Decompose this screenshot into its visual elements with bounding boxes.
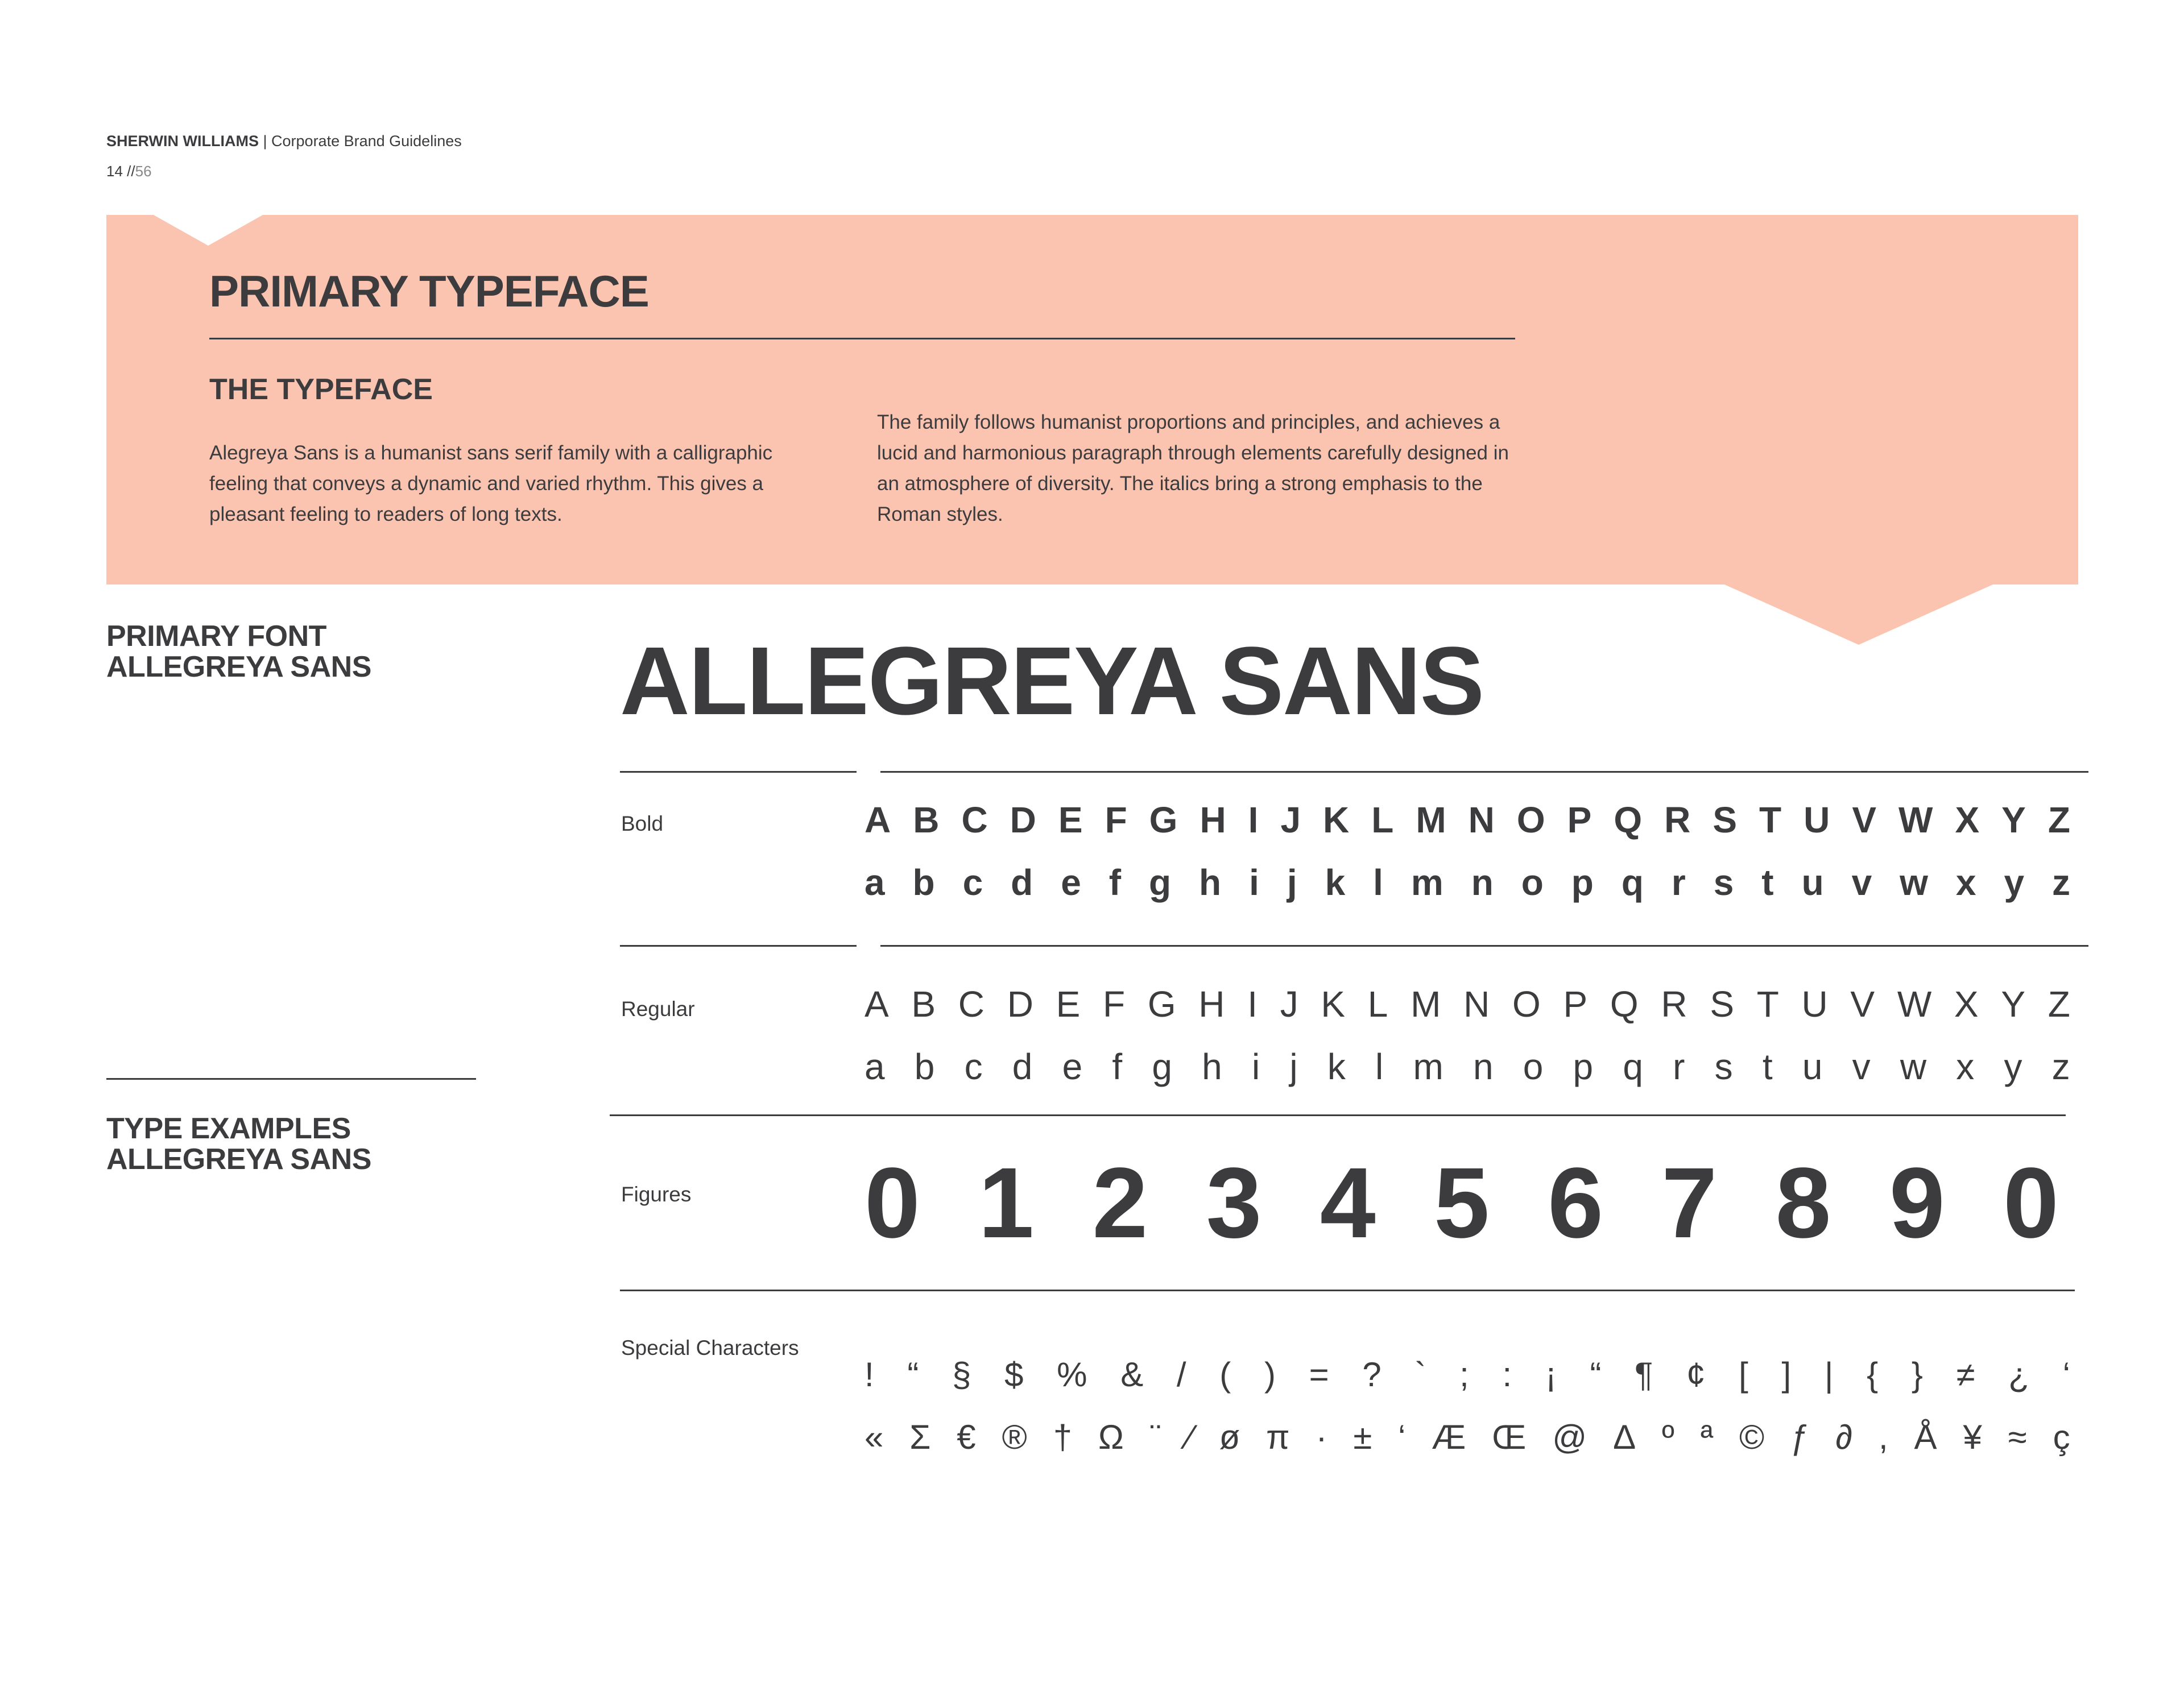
glyph: ? [1362, 1356, 1381, 1394]
regular-label: Regular [621, 997, 695, 1021]
glyph: & [1120, 1356, 1144, 1394]
glyph: L [1371, 799, 1394, 840]
glyph: E [1056, 984, 1081, 1025]
glyph: F [1105, 799, 1127, 840]
glyph: O [1516, 799, 1545, 840]
glyph: C [958, 984, 985, 1025]
glyph: 9 [1889, 1147, 1945, 1259]
glyph: k [1325, 862, 1346, 903]
glyph: ¥ [1963, 1418, 1982, 1456]
section-title: PRIMARY TYPEFACE [209, 266, 649, 316]
glyph: q [1623, 1046, 1643, 1087]
type-examples-line-2: ALLEGREYA SANS [106, 1143, 371, 1176]
primary-font-heading [106, 621, 371, 682]
glyph: / [1176, 1356, 1186, 1394]
glyph: Å [1914, 1418, 1937, 1456]
glyph: T [1759, 799, 1782, 840]
glyph: X [1954, 984, 1979, 1025]
glyph: $ [1004, 1356, 1024, 1394]
glyph: ç [2053, 1418, 2070, 1456]
primary-font-line-1: PRIMARY FONT [106, 620, 326, 653]
glyph: m [1410, 862, 1443, 903]
glyph: N [1468, 799, 1495, 840]
glyph: r [1671, 862, 1686, 903]
glyph: ¡ [1545, 1356, 1557, 1394]
glyph: p [1571, 862, 1594, 903]
intro-paragraph-2: The family follows humanist proportions and principles, and achieves a lucid and harmonious paragraph through elements carefully designed in an atmosphere of diversity. The italics bring a strong emphasis to the Roman styles. [877, 411, 1509, 525]
glyph: : [1502, 1356, 1512, 1394]
glyph: W [1897, 984, 1932, 1025]
glyph: Ω [1098, 1418, 1124, 1456]
glyph: 5 [1434, 1147, 1490, 1259]
glyph: z [2051, 862, 2070, 903]
glyph: @ [1552, 1418, 1587, 1456]
glyph: n [1472, 1046, 1494, 1087]
glyph: = [1309, 1356, 1329, 1394]
glyph: } [1911, 1356, 1923, 1394]
brand-name: SHERWIN WILLIAMS [106, 132, 259, 150]
special-characters-label: Special Characters [621, 1336, 799, 1359]
glyph: , [1878, 1418, 1888, 1456]
glyph: K [1321, 984, 1346, 1025]
glyph: G [1149, 799, 1178, 840]
glyph: Σ [909, 1418, 931, 1456]
glyph: ` [1414, 1356, 1426, 1394]
glyph: W [1898, 799, 1933, 840]
glyph: M [1416, 799, 1446, 840]
glyph: t [1762, 1046, 1773, 1087]
glyph: u [1802, 1046, 1823, 1087]
glyph: ≈ [2008, 1418, 2027, 1456]
glyph: 0 [864, 1147, 920, 1259]
page-current: 14 [106, 163, 123, 180]
figures-label: Figures [621, 1183, 692, 1206]
intro-panel-background [0, 0, 2184, 660]
bold-lowercase-row [864, 860, 2070, 905]
figures-rule [610, 1114, 2066, 1116]
bold-label: Bold [621, 812, 664, 835]
glyph: x [1955, 862, 1976, 903]
glyph: ¢ [1686, 1356, 1706, 1394]
glyph: H [1199, 799, 1226, 840]
glyph: c [962, 862, 983, 903]
glyph: k [1327, 1046, 1346, 1087]
glyph: 2 [1092, 1147, 1148, 1259]
glyph: a [864, 1046, 885, 1087]
glyph: [ [1739, 1356, 1748, 1394]
page-separator: // [127, 163, 135, 180]
glyph: e [1062, 1046, 1083, 1087]
type-examples-heading [106, 1113, 371, 1175]
glyph: s [1713, 862, 1734, 903]
glyph: E [1058, 799, 1083, 840]
glyph: d [1011, 862, 1033, 903]
glyph: Z [2048, 984, 2070, 1025]
font-name-display: ALLEGREYA SANS [620, 627, 1484, 735]
glyph: U [1804, 799, 1830, 840]
glyph: % [1057, 1356, 1087, 1394]
glyph: { [1867, 1356, 1879, 1394]
glyph: a [864, 862, 885, 903]
glyph: T [1756, 984, 1779, 1025]
glyph: 4 [1320, 1147, 1376, 1259]
glyph: V [1850, 984, 1875, 1025]
glyph: Z [2048, 799, 2070, 840]
glyph: y [2004, 1046, 2022, 1087]
glyph: o [1521, 862, 1544, 903]
glyph: ¶ [1635, 1356, 1653, 1394]
glyph: 8 [1775, 1147, 1831, 1259]
glyph: m [1413, 1046, 1443, 1087]
glyph: c [964, 1046, 983, 1087]
glyph: ) [1264, 1356, 1276, 1394]
glyph: ‘ [1398, 1418, 1406, 1456]
glyph: z [2051, 1046, 2070, 1087]
glyph: “ [907, 1356, 919, 1394]
bold-glyph-rule [880, 771, 2088, 773]
type-examples-line-1: TYPE EXAMPLES [106, 1112, 351, 1145]
glyph: ¿ [2008, 1356, 2029, 1394]
glyph: ; [1459, 1356, 1469, 1394]
section-subtitle: THE TYPEFACE [209, 373, 433, 406]
glyph: Q [1614, 799, 1643, 840]
document-subtitle: Corporate Brand Guidelines [271, 132, 462, 150]
glyph: 3 [1206, 1147, 1262, 1259]
glyph: ± [1353, 1418, 1372, 1456]
page-total: 56 [135, 163, 152, 180]
glyph: R [1664, 799, 1691, 840]
glyph: Q [1610, 984, 1639, 1025]
glyph: B [911, 984, 936, 1025]
regular-label-rule [620, 945, 857, 947]
glyph: ¨ [1149, 1418, 1161, 1456]
sidebar-divider [106, 1078, 476, 1080]
glyph: t [1761, 862, 1774, 903]
glyph: ‘ [2062, 1356, 2070, 1394]
glyph: 1 [978, 1147, 1035, 1259]
glyph: V [1852, 799, 1877, 840]
glyph: § [952, 1356, 971, 1394]
header-separator: | [263, 132, 267, 150]
glyph: u [1801, 862, 1824, 903]
glyph: I [1248, 799, 1259, 840]
glyph: © [1739, 1418, 1765, 1456]
glyph: D [1007, 984, 1033, 1025]
glyph: π [1266, 1418, 1290, 1456]
glyph: P [1563, 984, 1588, 1025]
glyph: n [1471, 862, 1494, 903]
glyph: · [1316, 1418, 1327, 1456]
glyph: v [1851, 862, 1872, 903]
glyph: h [1202, 1046, 1222, 1087]
glyph: h [1199, 862, 1222, 903]
glyph: ] [1781, 1356, 1792, 1394]
glyph: p [1573, 1046, 1594, 1087]
glyph: F [1103, 984, 1126, 1025]
figures-row [864, 1146, 2059, 1260]
glyph: ƒ [1790, 1418, 1810, 1456]
glyph: ª [1700, 1418, 1714, 1456]
glyph: f [1108, 862, 1122, 903]
glyph: v [1852, 1046, 1871, 1087]
glyph: 6 [1548, 1147, 1604, 1259]
section-title-divider [209, 338, 1515, 339]
glyph: f [1112, 1046, 1123, 1087]
glyph: “ [1590, 1356, 1602, 1394]
special-characters-row-1 [864, 1352, 2070, 1398]
bold-uppercase-row [864, 797, 2070, 843]
glyph: X [1955, 799, 1980, 840]
glyph: H [1198, 984, 1225, 1025]
glyph: R [1661, 984, 1687, 1025]
glyph: P [1567, 799, 1592, 840]
glyph: B [913, 799, 940, 840]
regular-uppercase-row [864, 981, 2070, 1027]
glyph: J [1280, 984, 1298, 1025]
glyph: I [1247, 984, 1258, 1025]
glyph: C [961, 799, 988, 840]
glyph: y [2004, 862, 2025, 903]
glyph: w [1900, 862, 1928, 903]
glyph: A [864, 984, 889, 1025]
glyph: o [1523, 1046, 1544, 1087]
regular-glyph-rule [880, 945, 2088, 947]
glyph: l [1373, 862, 1383, 903]
glyph: ® [1002, 1418, 1027, 1456]
special-rule [620, 1290, 2075, 1291]
glyph: ø [1219, 1418, 1240, 1456]
glyph: i [1249, 862, 1259, 903]
glyph: g [1152, 1046, 1172, 1087]
glyph: i [1251, 1046, 1260, 1087]
glyph: 0 [2003, 1147, 2059, 1259]
glyph: N [1463, 984, 1490, 1025]
intro-paragraph-1: Alegreya Sans is a humanist sans serif family with a calligraphic feeling that conveys a dynamic and varied rhythm. This gives a pleasant feeling to readers of long texts. [209, 442, 773, 525]
regular-lowercase-row [864, 1044, 2070, 1089]
glyph: s [1714, 1046, 1733, 1087]
glyph: q [1621, 862, 1644, 903]
glyph: K [1323, 799, 1350, 840]
glyph: º [1662, 1418, 1674, 1456]
glyph: d [1012, 1046, 1033, 1087]
glyph: j [1289, 1046, 1298, 1087]
glyph: w [1900, 1046, 1927, 1087]
glyph: « [864, 1418, 884, 1456]
glyph: Æ [1432, 1418, 1466, 1456]
glyph: S [1710, 984, 1734, 1025]
glyph: ≠ [1956, 1356, 1975, 1394]
glyph: x [1956, 1046, 1975, 1087]
glyph: j [1287, 862, 1297, 903]
glyph: O [1512, 984, 1541, 1025]
glyph: Δ [1613, 1418, 1636, 1456]
glyph: Y [2001, 799, 2026, 840]
glyph: r [1673, 1046, 1685, 1087]
glyph: e [1061, 862, 1081, 903]
glyph: L [1367, 984, 1388, 1025]
glyph: D [1010, 799, 1036, 840]
glyph: b [914, 1046, 935, 1087]
glyph: | [1824, 1356, 1834, 1394]
glyph: l [1375, 1046, 1384, 1087]
glyph: ∂ [1835, 1418, 1853, 1456]
glyph: b [912, 862, 935, 903]
glyph: J [1280, 799, 1301, 840]
glyph: Œ [1492, 1418, 1527, 1456]
glyph: ! [864, 1356, 874, 1394]
glyph: 7 [1661, 1147, 1718, 1259]
glyph: U [1801, 984, 1828, 1025]
glyph: € [957, 1418, 976, 1456]
glyph: M [1410, 984, 1441, 1025]
glyph: † [1053, 1418, 1073, 1456]
glyph: ⁄ [1187, 1418, 1193, 1456]
special-characters-row-2 [864, 1415, 2070, 1460]
glyph: G [1147, 984, 1176, 1025]
primary-font-line-2: ALLEGREYA SANS [106, 650, 371, 683]
glyph: ( [1219, 1356, 1231, 1394]
glyph: g [1149, 862, 1172, 903]
bold-label-rule [620, 771, 857, 773]
glyph: A [864, 799, 891, 840]
glyph: S [1713, 799, 1738, 840]
glyph: Y [2001, 984, 2025, 1025]
